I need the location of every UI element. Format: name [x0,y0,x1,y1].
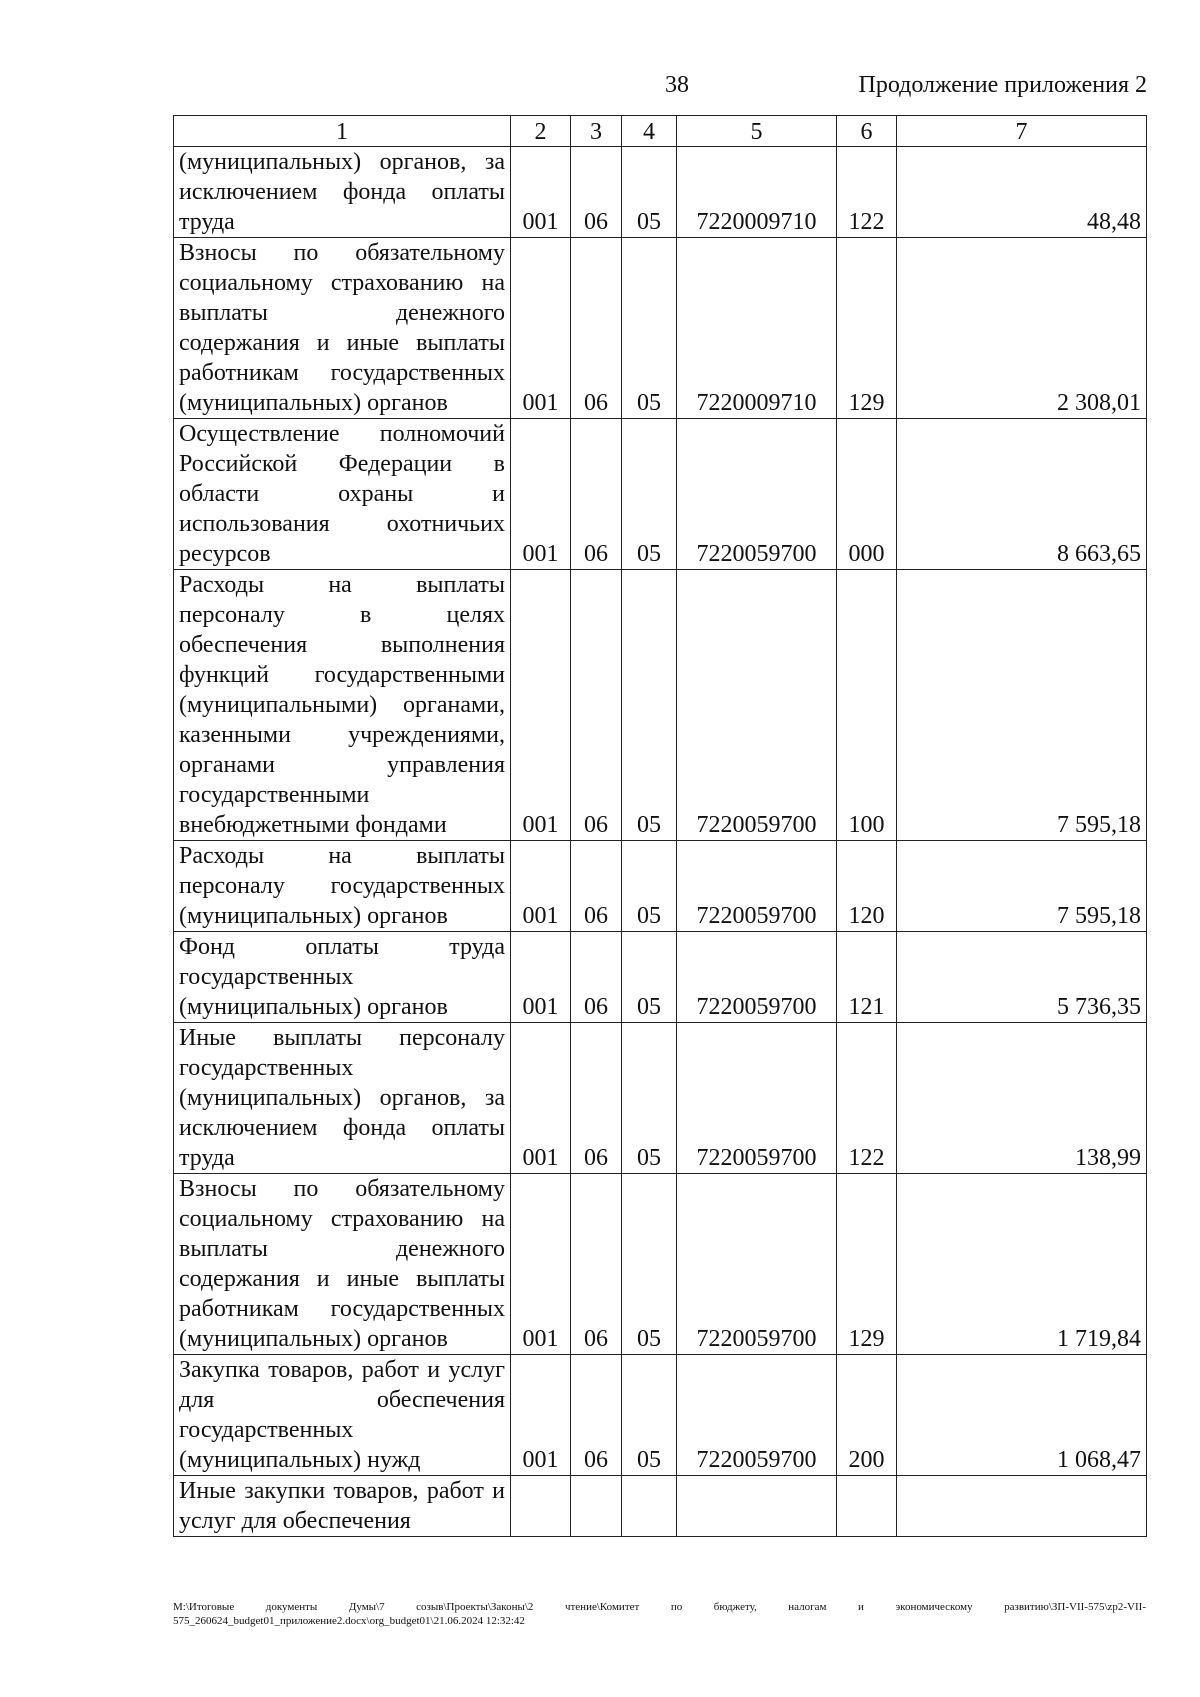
amount-value [897,1476,1147,1537]
description-line: содержания и иные выплаты [179,1266,505,1292]
expense-description [174,419,511,570]
expense-description [174,1174,511,1355]
amount-value: 1 719,84 [897,1174,1147,1355]
section-code: 06 [571,147,622,238]
subsection-code: 05 [622,1355,677,1476]
section-code: 06 [571,570,622,841]
description-line: казенными учреждениями, [179,722,505,748]
description-line: персоналу в целях [179,602,505,628]
section-code: 06 [571,1355,622,1476]
description-line: Расходы на выплаты [179,572,505,598]
table-row [174,419,1147,570]
expense-type-code [837,1476,897,1537]
target-article-code: 7220059700 [677,1023,837,1174]
description-line: (муниципальных) органов, за [179,149,505,175]
description-line: государственных [179,1417,354,1443]
description-line: Расходы на выплаты [179,843,505,869]
subsection-code: 05 [622,1174,677,1355]
table-header-row [174,116,1147,147]
description-line: использования охотничьих [179,511,505,537]
table-row [174,932,1147,1023]
column-header: 6 [837,116,897,147]
description-line: (муниципальных) органов [179,994,448,1020]
description-line: ресурсов [179,541,271,567]
target-article-code: 7220059700 [677,841,837,932]
target-article-code: 7220059700 [677,570,837,841]
target-article-code: 7220059700 [677,1355,837,1476]
subsection-code: 05 [622,570,677,841]
target-article-code: 7220009710 [677,238,837,419]
expense-type-code: 200 [837,1355,897,1476]
expense-type-code: 129 [837,238,897,419]
subsection-code: 05 [622,841,677,932]
expense-description [174,932,511,1023]
target-article-code: 7220059700 [677,932,837,1023]
subsection-code: 05 [622,147,677,238]
budget-table [173,115,1147,1537]
subsection-code: 05 [622,1023,677,1174]
description-line: государственных [179,1055,354,1081]
description-line: работникам государственных [179,1296,505,1322]
table-row [174,570,1147,841]
department-code: 001 [511,841,571,932]
table-row [174,1476,1147,1537]
description-line: органами управления [179,752,505,778]
description-line: персоналу государственных [179,873,505,899]
description-line: труда [179,1145,235,1171]
department-code: 001 [511,419,571,570]
section-code: 06 [571,932,622,1023]
column-header: 4 [622,116,677,147]
table-row [174,1355,1147,1476]
department-code: 001 [511,1174,571,1355]
expense-type-code: 000 [837,419,897,570]
description-line: исключением фонда оплаты [179,179,505,205]
description-line: (муниципальных) органов [179,1326,448,1352]
description-line: (муниципальных) органов, за [179,1085,505,1111]
description-line: (муниципальными) органами, [179,692,505,718]
description-line: государственными [179,782,370,808]
description-line: Закупка товаров, работ и услуг [179,1357,505,1383]
column-header: 1 [174,116,511,147]
expense-type-code: 100 [837,570,897,841]
document-footer-path: M:\Итоговые документы Думы\7 созыв\Проекты\Законы\2 чтение\Комитет по бюджету, налогам и экономическому развитию\ЗП-VII-575\zp2-VII-575_260624_budget01_приложение2.docx\org_budget01\21.06.2024 12:32:42 [173,1601,1146,1627]
description-line: Иные выплаты персоналу [179,1025,505,1051]
target-article-code: 7220059700 [677,419,837,570]
table-row [174,841,1147,932]
description-line: социальному страхованию на [179,1206,505,1232]
expense-description [174,1355,511,1476]
description-line: области охраны и [179,481,505,507]
description-line: государственных [179,964,354,990]
department-code: 001 [511,1355,571,1476]
department-code: 001 [511,570,571,841]
subsection-code: 05 [622,419,677,570]
target-article-code: 7220009710 [677,147,837,238]
amount-value: 2 308,01 [897,238,1147,419]
department-code: 001 [511,238,571,419]
table-row [174,238,1147,419]
continuation-label: Продолжение приложения 2 [858,72,1147,98]
description-line: Взносы по обязательному [179,240,505,266]
department-code [511,1476,571,1537]
expense-type-code: 121 [837,932,897,1023]
subsection-code: 05 [622,238,677,419]
amount-value: 7 595,18 [897,841,1147,932]
description-line: внебюджетными фондами [179,812,447,838]
column-header: 3 [571,116,622,147]
expense-description [174,841,511,932]
department-code: 001 [511,147,571,238]
section-code: 06 [571,419,622,570]
expense-type-code: 122 [837,1023,897,1174]
target-article-code: 7220059700 [677,1174,837,1355]
expense-type-code: 129 [837,1174,897,1355]
description-line: для обеспечения [179,1387,505,1413]
amount-value: 5 736,35 [897,932,1147,1023]
table-row [174,1023,1147,1174]
expense-description [174,570,511,841]
section-code [571,1476,622,1537]
expense-description [174,1476,511,1537]
column-header: 2 [511,116,571,147]
table-row [174,147,1147,238]
description-line: (муниципальных) органов [179,903,448,929]
section-code: 06 [571,238,622,419]
description-line: выплаты денежного [179,300,505,326]
description-line: социальному страхованию на [179,270,505,296]
amount-value: 48,48 [897,147,1147,238]
expense-description [174,147,511,238]
description-line: обеспечения выполнения [179,632,505,658]
description-line: Взносы по обязательному [179,1176,505,1202]
description-line: Осуществление полномочий [179,421,505,447]
subsection-code [622,1476,677,1537]
subsection-code: 05 [622,932,677,1023]
column-header: 7 [897,116,1147,147]
table-body [174,147,1147,1537]
description-line: содержания и иные выплаты [179,330,505,356]
description-line: Фонд оплаты труда [179,934,505,960]
description-line: Иные закупки товаров, работ и [179,1478,505,1504]
department-code: 001 [511,932,571,1023]
description-line: Российской Федерации в [179,451,505,477]
table-row [174,1174,1147,1355]
description-line: функций государственными [179,662,505,688]
description-line: услуг для обеспечения [179,1508,411,1534]
target-article-code [677,1476,837,1537]
section-code: 06 [571,1174,622,1355]
column-header: 5 [677,116,837,147]
department-code: 001 [511,1023,571,1174]
expense-type-code: 122 [837,147,897,238]
section-code: 06 [571,1023,622,1174]
amount-value: 7 595,18 [897,570,1147,841]
description-line: работникам государственных [179,360,505,386]
expense-description [174,238,511,419]
description-line: труда [179,209,235,235]
page-number: 38 [665,72,689,98]
description-line: выплаты денежного [179,1236,505,1262]
amount-value: 1 068,47 [897,1355,1147,1476]
amount-value: 138,99 [897,1023,1147,1174]
section-code: 06 [571,841,622,932]
expense-type-code: 120 [837,841,897,932]
description-line: (муниципальных) нужд [179,1447,421,1473]
amount-value: 8 663,65 [897,419,1147,570]
expense-description [174,1023,511,1174]
description-line: (муниципальных) органов [179,390,448,416]
description-line: исключением фонда оплаты [179,1115,505,1141]
